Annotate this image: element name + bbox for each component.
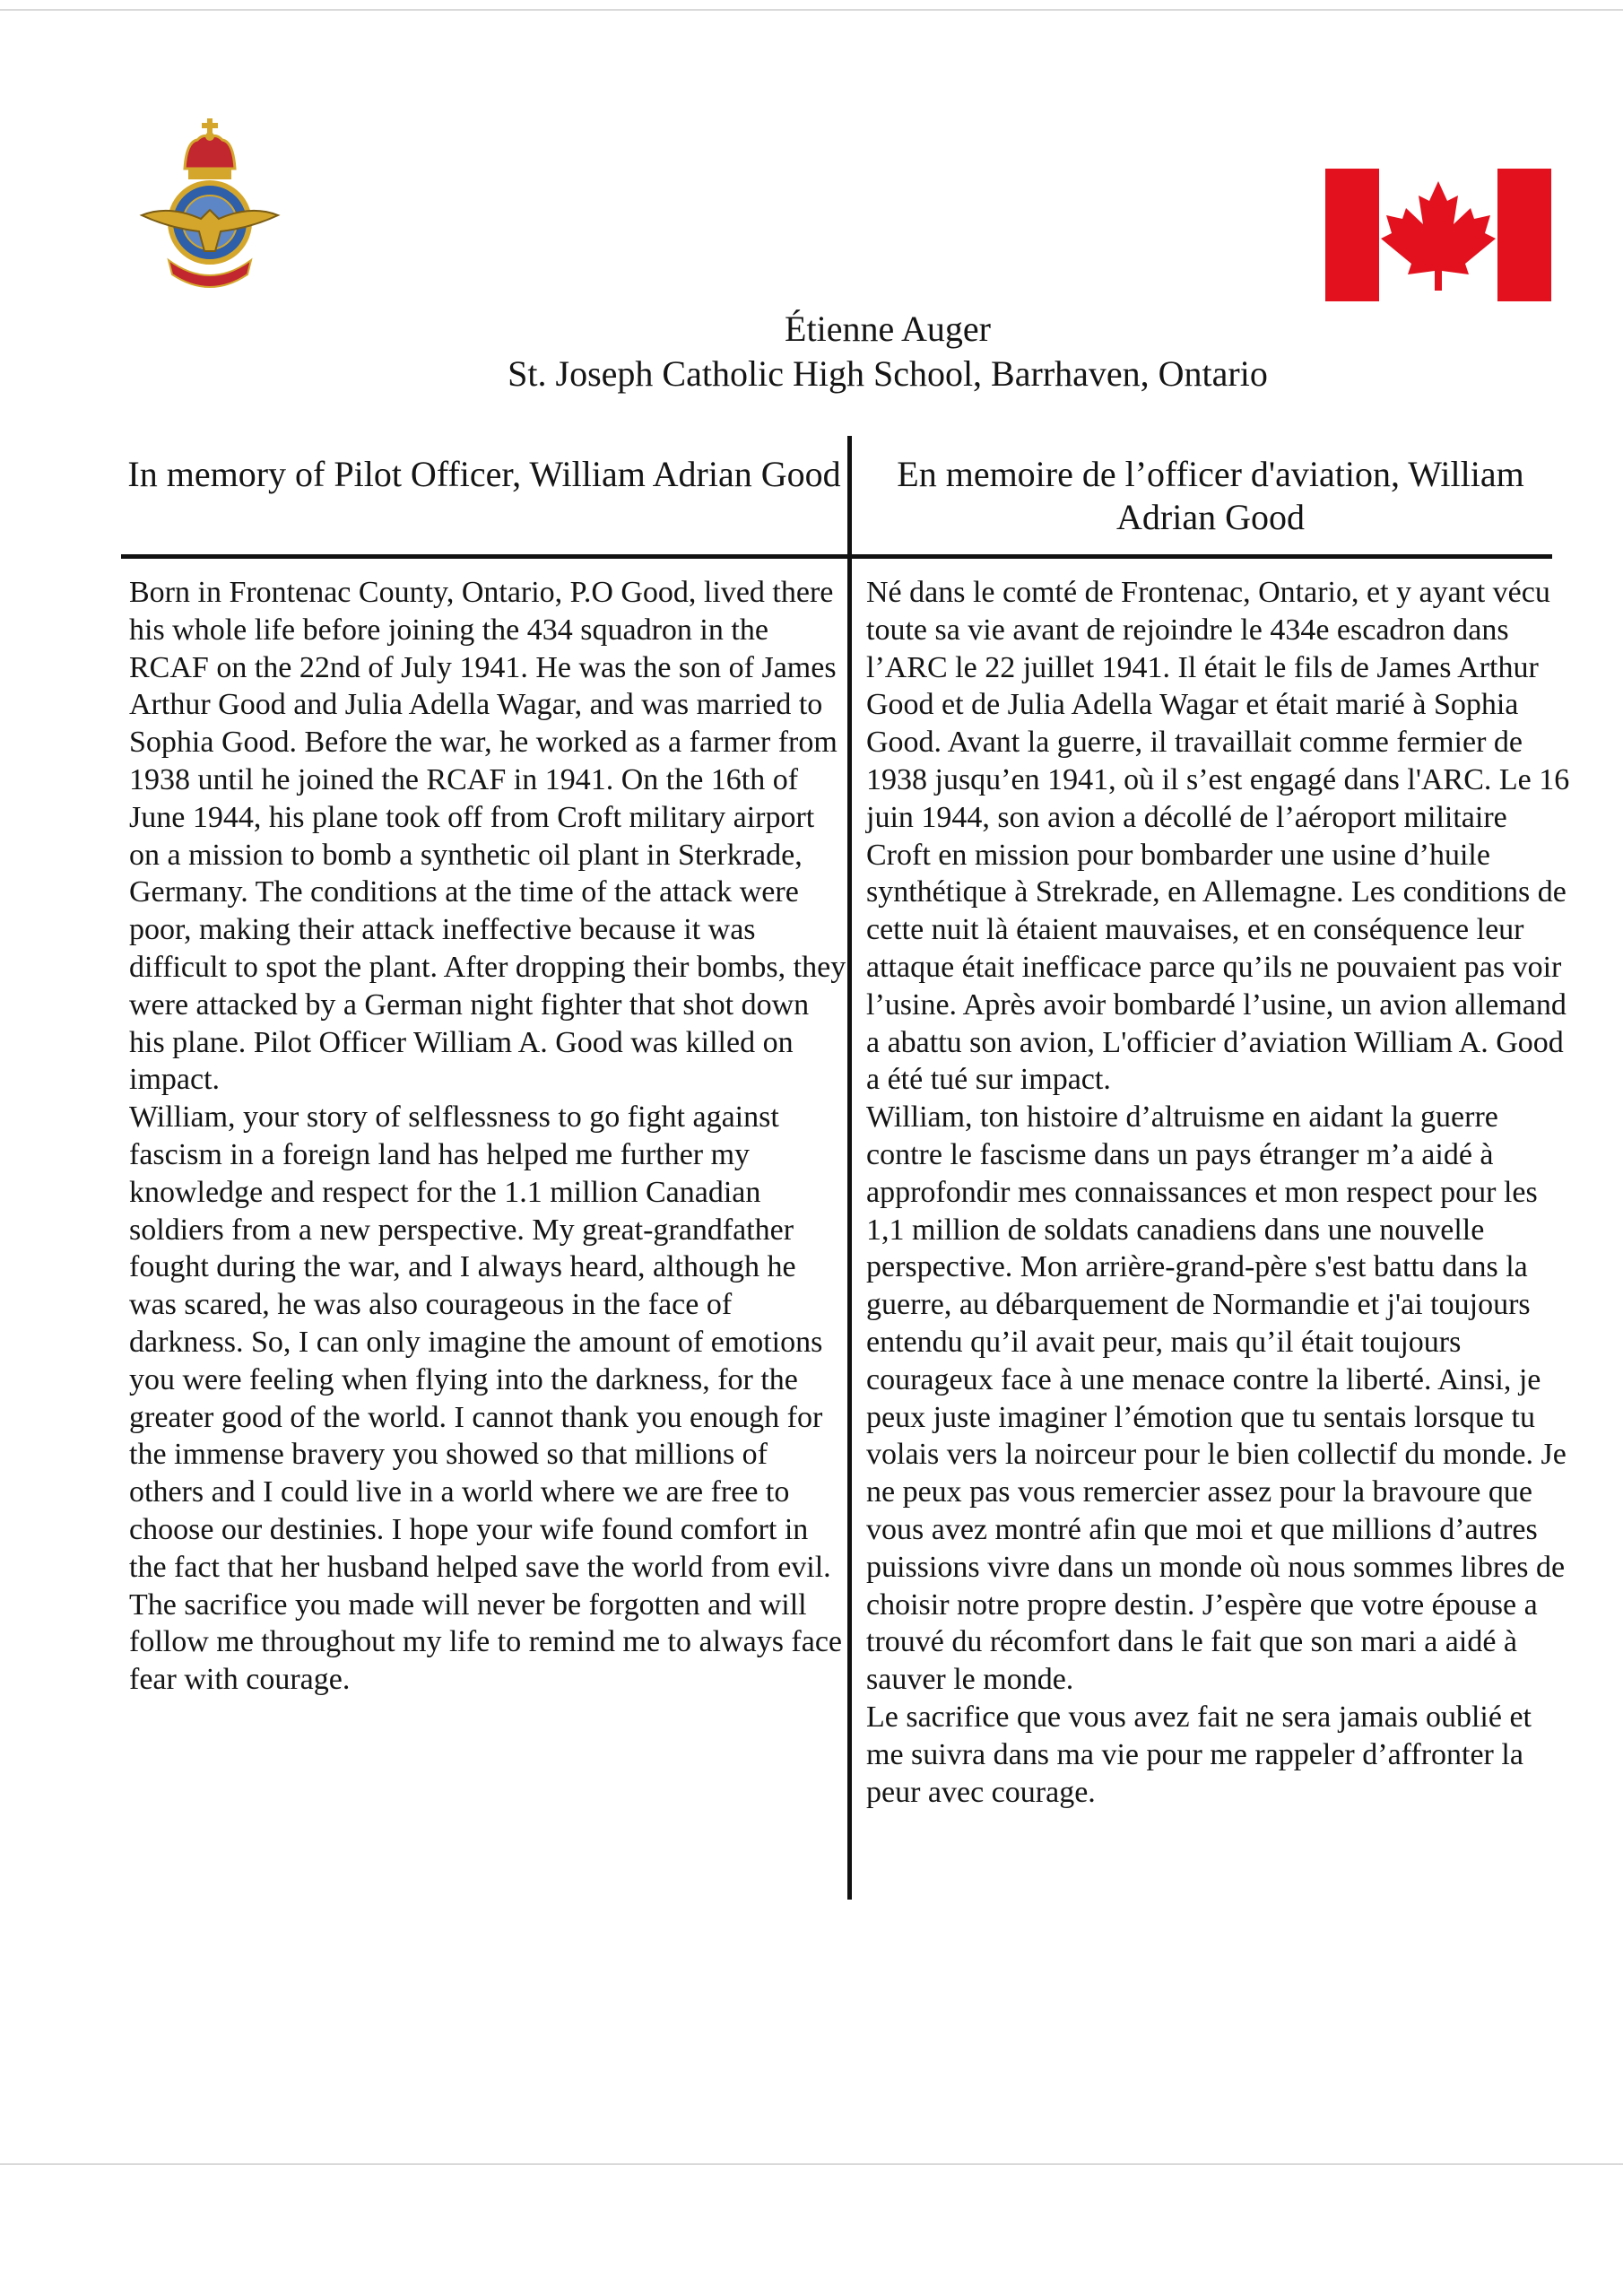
english-paragraph: Born in Frontenac County, Ontario, P.O Good, lived there his whole life before joining the 434 squadron in the RCAF on the 22nd of July 1941. He was the son of James Arthur Good and Julia Adella Wagar, and was married to Sophia Good. Before the war, he worked as a farmer from 1938 until he joined the RCAF in 1941. On the 16th of June 1944, his plane took off from Croft military airport on a mission to bomb a synthetic oil plant in Sterkrade, Germany. The conditions at the time of the attack were poor, making their attack ineffective because it was difficult to spot the plant. After dropping their bombs, they were attacked by a German night fighter that shot down his plane. Pilot Officer William A. Good was killed on impact. (129, 576, 846, 1097)
english-paragraph: William, your story of selflessness to go fight against fascism in a foreign land has helped me further my knowledge and respect for the 1.1 million Canadian soldiers from a new perspective. My great-grandfather fought during the war, and I always heard, although he was scared, he was also courageous in the face of darkness. So, I can only imagine the amount of emotions you were feeling when flying into the darkness, for the greater good of the world. I cannot thank you enough for the immense bravery you showed so that millions of others and I could live in a world where we are free to choose our destinies. I hope your wife found comfort in the fact that her husband helped save the world from evil. (129, 1100, 831, 1584)
english-title-rule (121, 554, 849, 559)
rcaf-crest-icon (133, 115, 287, 294)
author-name: Étienne Auger (785, 309, 991, 349)
english-paragraph: The sacrifice you made will never be forgotten and will follow me throughout my life to remind me to always face fear with courage. (129, 1587, 843, 1697)
french-title: En memoire de l’officer d'aviation, William Adrian Good (897, 454, 1524, 537)
canadian-flag-icon (1325, 169, 1551, 301)
column-divider (847, 436, 852, 1900)
french-paragraph: William, ton histoire d’altruisme en aidant la guerre contre le fascisme dans un pays étranger m’a aidé à approfondir mes connaissances et mon respect pour les 1,1 million de soldats canadiens dans une nouvelle perspective. Mon arrière-grand-père s'est battu dans la guerre, au débarquement de Normandie et j'ai toujours entendu qu’il avait peur, mais qu’il était toujours courageux face à une menace contre la liberté. Ainsi, je peux juste imaginer l’émotion que tu sentais lorsque tu volais vers la noirceur pour le bien collectif du monde. Je ne peux pas vous remercier assez pour la bravoure que vous avez montré afin que moi et que millions d’autres puissions vivre dans un monde où nous sommes libres de choisir notre propre destin. J’espère que votre épouse a trouvé du récomfort dans le fait que son mari a aidé à sauver le monde. (866, 1100, 1567, 1697)
french-column (866, 574, 1575, 1811)
english-column (129, 574, 846, 1699)
french-paragraph: Né dans le comté de Frontenac, Ontario, et y ayant vécu toute sa vie avant de rejoindre le 434e escadron dans l’ARC le 22 juillet 1941. Il était le fils de James Arthur Good et de Julia Adella Wagar et était marié à Sophia Good. Avant la guerre, il travaillait comme fermier de 1938 jusqu’en 1941, où il s’est engagé dans l'ARC. Le 16 juin 1944, son avion a décollé de l’aéroport militaire Croft en mission pour bombarder une usine d’huile synthétique à Strekrade, en Allemagne. Les conditions de cette nuit là étaient mauvaises, et en conséquence leur attaque était inefficace parce qu’ils ne pouvaient pas voir l’usine. Après avoir bombardé l’usine, un avion allemand a abattu son avion, L'officier d’aviation William A. Good a été tué sur impact. (866, 576, 1570, 1097)
scan-edge-bottom (0, 2163, 1623, 2165)
scan-edge-top (0, 9, 1623, 11)
crown-icon (185, 118, 235, 179)
french-title-rule (849, 554, 1552, 559)
school-name: St. Joseph Catholic High School, Barrhaven, Ontario (508, 353, 1268, 394)
english-title: In memory of Pilot Officer, William Adrian Good (127, 454, 841, 494)
french-paragraph: Le sacrifice que vous avez fait ne sera jamais oublié et me suivra dans ma vie pour me rappeler d’affronter la peur avec courage. (866, 1700, 1532, 1809)
